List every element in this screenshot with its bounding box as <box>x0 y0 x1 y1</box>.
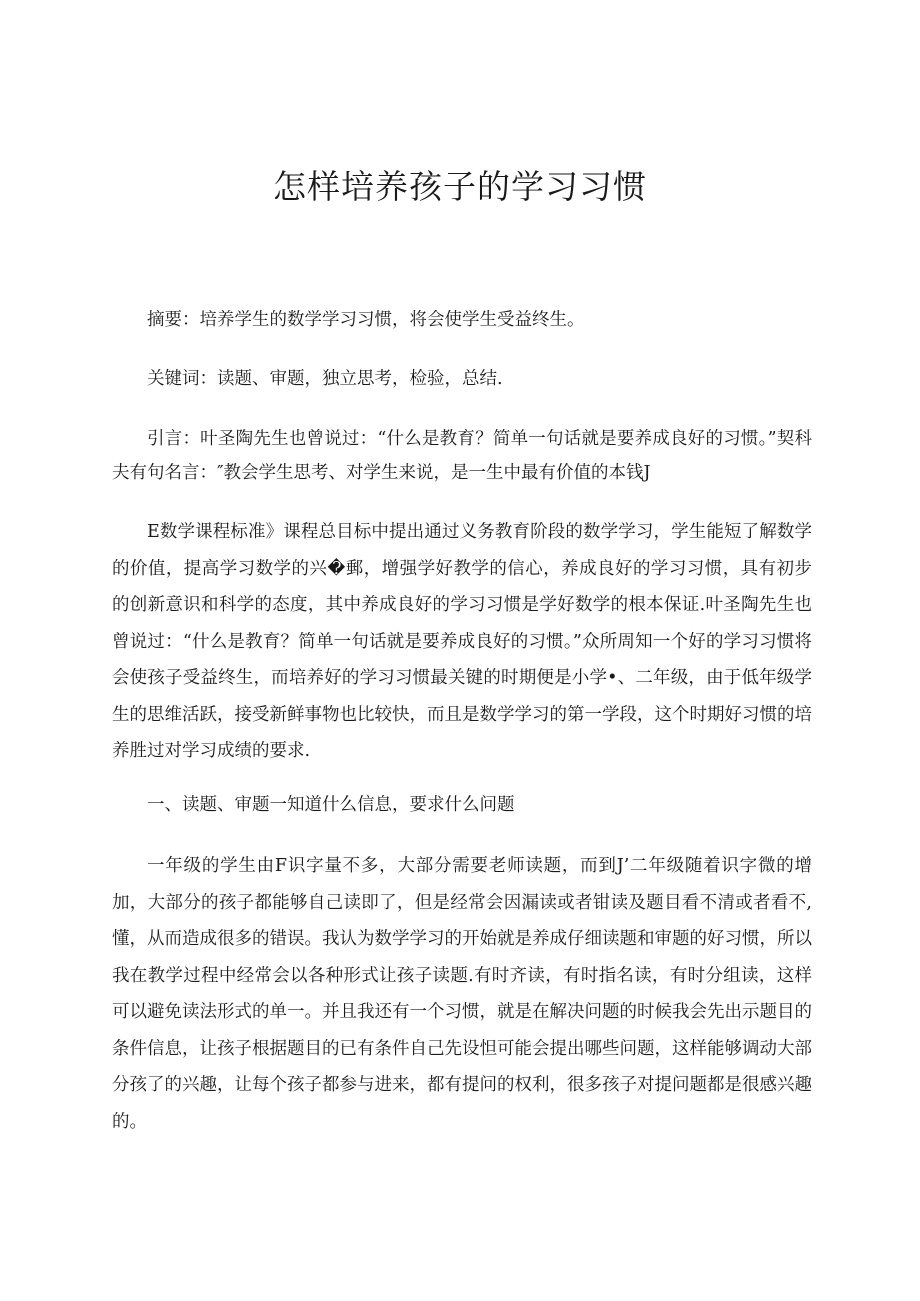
keywords-paragraph: 关键词：读题、审题，独立思考，检验，总结. <box>147 369 503 389</box>
document-title: 怎样培养孩子的学习习惯 <box>273 167 647 206</box>
section-heading: 一、读题、审题一知道什么信息，要求什么问题 <box>147 795 515 815</box>
body-paragraph: E数学课程标准》课程总目标中提出通过义务教育阶段的数学学习，学生能短了解数学的价值，提高学习数学的兴�郵，增强学好教学的信心，养成良好的学习习惯，具有初步的创新意识和科学的态度，其中养成良好的学习习惯是学好数学的根本保证.叶圣陶先生也曾说过：“什么是教育？简单一句话就是要养成良好的习惯。”众所周知一个好的学习习惯将会使孩子受益终生，而培养好的学习习惯最关键的时期便是小学•、二年级，由于低年级学生的思维活跃，接受新鲜事物也比较快，而且是数学学习的第一学段，这个时期好习惯的培养胜过对学习成绩的要求. <box>112 522 812 761</box>
abstract-paragraph: 摘要：培养学生的数学学习习惯，将会使学生受益终生。 <box>147 310 585 330</box>
introduction-paragraph: 引言：叶圣陶先生也曾说过：“什么是教育？简单一句话就是要养成良好的习惯。”契科夫有句名言：″教会学生思考、对学生来说，是一生中最有价值的本钱J <box>112 429 812 483</box>
body-paragraph: 一年级的学生由F识字量不多，大部分需要老师读题，而到J’二年级随着识字微的增加，大部分的孩子都能够自己读即了，但是经常会因漏读或者钳读及题目看不清或者看不,懂，从而造成很多的错误。我认为数学学习的开始就是养成仔细读题和审题的好习惯，所以我在教学过程中经常会以各种形式让孩子读题.有时齐读，有时指名读，有时分组读，这样可以避免读法形式的单一。并且我还有一个习惯，就是在解决问题的时候我会先出示题目的条件信息，让孩子根据题目的已有条件自己先设怛可能会提出哪些问题，这样能够调动大部分孩了的兴趣，让每个孩子都参与进来，都有提问的权利，很多孩子对提问题都是很感兴趣的。 <box>112 856 812 1132</box>
